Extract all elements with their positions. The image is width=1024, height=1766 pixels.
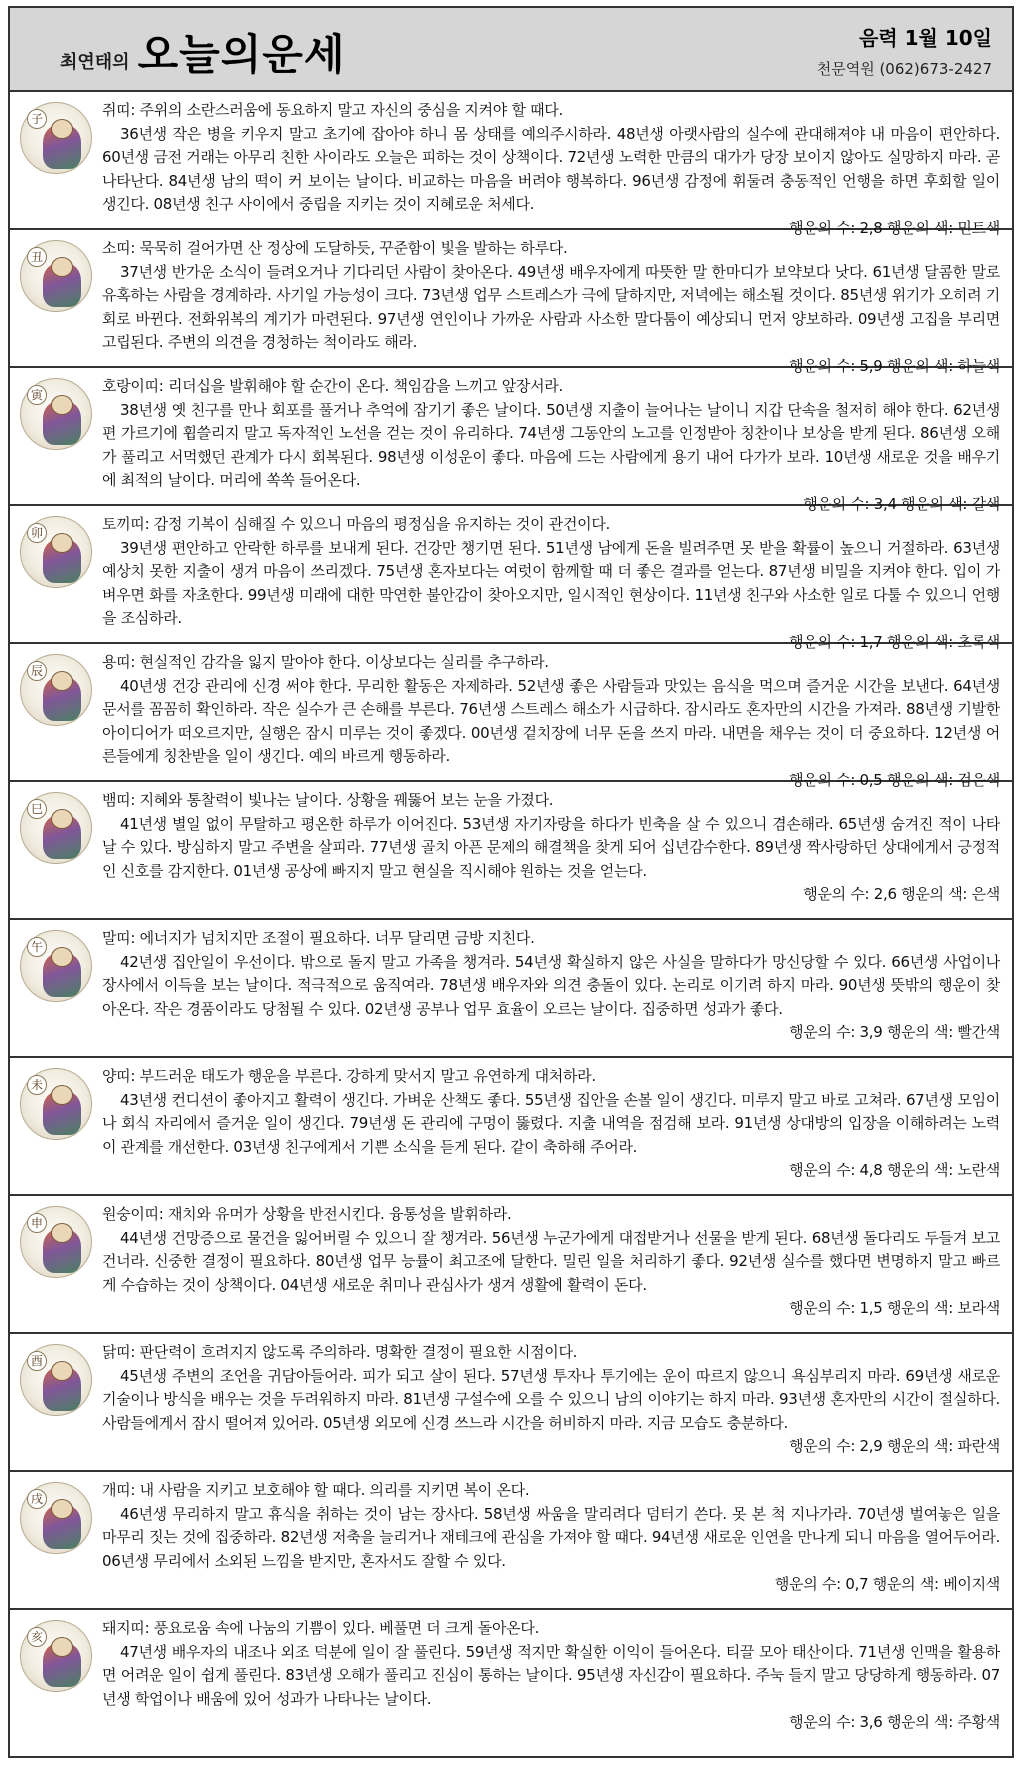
monkey-icon	[20, 1206, 92, 1278]
lucky-info: 행운의 수: 2,8 행운의 색: 민트색	[789, 218, 1000, 237]
lucky-info: 행운의 수: 1,5 행운의 색: 보라색	[789, 1299, 1000, 1317]
ox-icon	[20, 240, 92, 312]
fortune-entry	[10, 782, 1012, 920]
zodiac-face	[51, 119, 73, 139]
zodiac-face	[51, 947, 73, 967]
zodiac-badge: 子	[27, 109, 47, 129]
fortune-body: 39년생 편안하고 안락한 하루를 보내게 된다. 건강만 챙기면 된다. 51년생 남에게 돈을 빌려주면 못 받을 확률이 높으니 거절하라. 63년생 예상치 못한 지출이 생겨 마음이 쓰리겠다. 75년생 혼자보다는 여럿이 함께할 때 더 좋은 결과를 얻는다. 87년생 비밀을 지켜야 한다. 입이 가벼우면 화를 자초한다. 99년생 미래에 대한 막연한 불안감이 찾아오지만, 일시적인 현상이다. 11년생 친구와 사소한 일로 다툴 수 있으니 언행을 조심하라.	[102, 538, 1000, 627]
fortune-entry	[10, 920, 1012, 1058]
fortune-headline: 토끼띠: 감정 기복이 심해질 수 있으니 마음의 평정심을 유지하는 것이 관건이다.	[102, 515, 610, 533]
fortune-headline: 소띠: 묵묵히 걸어가면 산 정상에 도달하듯, 꾸준함이 빛을 발하는 하루다.	[102, 239, 568, 257]
page-title: 오늘의운세	[137, 30, 346, 79]
fortune-entry	[10, 644, 1012, 789]
zodiac-badge: 亥	[27, 1627, 47, 1647]
fortune-text	[102, 1341, 1000, 1459]
lucky-info: 행운의 수: 2,6 행운의 색: 은색	[803, 885, 1000, 903]
fortune-headline: 돼지띠: 풍요로움 속에 나눔의 기쁨이 있다. 베풀면 더 크게 돌아온다.	[102, 1619, 540, 1637]
fortune-text	[102, 1203, 1000, 1321]
fortune-headline: 원숭이띠: 재치와 유머가 상황을 반전시킨다. 융통성을 발휘하라.	[102, 1205, 512, 1223]
lucky-info: 행운의 수: 3,6 행운의 색: 주황색	[789, 1713, 1000, 1731]
zodiac-badge: 申	[27, 1213, 47, 1233]
zodiac-face	[51, 257, 73, 277]
zodiac-badge: 午	[27, 937, 47, 957]
fortune-entry	[10, 1196, 1012, 1334]
fortune-text	[102, 99, 1000, 240]
zodiac-face	[51, 809, 73, 829]
fortune-entry	[10, 1610, 1012, 1748]
dog-icon	[20, 1482, 92, 1554]
zodiac-face	[51, 671, 73, 691]
zodiac-badge: 辰	[27, 661, 47, 681]
fortune-text	[102, 789, 1000, 907]
page-header	[10, 8, 1012, 92]
horse-icon	[20, 930, 92, 1002]
fortune-body: 41년생 별일 없이 무탈하고 평온한 하루가 이어진다. 53년생 자기자랑을 하다가 빈축을 살 수 있으니 겸손해라. 65년생 숨겨진 적이 나타날 수 있다. 방심하지 말고 주변을 살피라. 77년생 골치 아픈 문제의 해결책을 찾게 되어 십년감수한다. 89년생 짝사랑하던 상대에게서 긍정적인 신호를 감지한다. 01년생 공상에 빠지지 말고 현실을 직시해야 원하는 것을 얻는다.	[102, 814, 1000, 880]
zodiac-face	[51, 1361, 73, 1381]
lunar-date: 음력 1월 10일	[859, 26, 992, 50]
fortune-entry	[10, 92, 1012, 237]
fortune-headline: 호랑이띠: 리더십을 발휘해야 할 순간이 온다. 책임감을 느끼고 앞장서라.	[102, 377, 563, 395]
fortune-text	[102, 651, 1000, 792]
zodiac-face	[51, 1223, 73, 1243]
fortune-headline: 닭띠: 판단력이 흐려지지 않도록 주의하라. 명확한 결정이 필요한 시점이다.	[102, 1343, 578, 1361]
fortune-entry	[10, 1334, 1012, 1472]
fortune-body: 47년생 배우자의 내조나 외조 덕분에 일이 잘 풀린다. 59년생 적지만 확실한 이익이 들어온다. 티끌 모아 태산이다. 71년생 인맥을 활용하면 어려운 일이 쉽게 풀린다. 83년생 오해가 풀리고 진심이 통하는 날이다. 95년생 자신감이 필요하다. 주눅 들지 말고 당당하게 행동하라. 07년생 학업이나 배움에 있어 성과가 나타나는 날이다.	[102, 1642, 1000, 1708]
fortune-text	[102, 1617, 1000, 1735]
lucky-info: 행운의 수: 5,9 행운의 색: 하늘색	[789, 356, 1000, 375]
zodiac-face	[51, 1085, 73, 1105]
zodiac-badge: 寅	[27, 385, 47, 405]
lucky-info: 행운의 수: 3,9 행운의 색: 빨간색	[789, 1023, 1000, 1041]
tiger-icon	[20, 378, 92, 450]
fortune-body: 46년생 무리하지 말고 휴식을 취하는 것이 남는 장사다. 58년생 싸움을 말리려다 덤터기 쓴다. 못 본 척 지나가라. 70년생 벌여놓은 일을 마무리 짓는 것에 집중하라. 82년생 저축을 늘리거나 재테크에 관심을 가져야 할 때다. 94년생 새로운 인연을 만나게 되니 마음을 열어두어라. 06년생 무리에서 소외된 느낌을 받지만, 혼자서도 잘할 수 있다.	[102, 1504, 1000, 1570]
sheep-icon	[20, 1068, 92, 1140]
zodiac-badge: 巳	[27, 799, 47, 819]
brand-logo	[60, 22, 345, 82]
fortune-text	[102, 513, 1000, 654]
pig-icon	[20, 1620, 92, 1692]
fortune-entry	[10, 368, 1012, 513]
zodiac-face	[51, 1637, 73, 1657]
fortune-entry	[10, 230, 1012, 375]
fortune-headline: 뱀띠: 지혜와 통찰력이 빛나는 날이다. 상황을 꿰뚫어 보는 눈을 가졌다.	[102, 791, 554, 809]
rooster-icon	[20, 1344, 92, 1416]
fortune-text	[102, 1479, 1000, 1597]
fortune-headline: 용띠: 현실적인 감각을 잃지 말아야 한다. 이상보다는 실리를 추구하라.	[102, 653, 549, 671]
zodiac-badge: 卯	[27, 523, 47, 543]
snake-icon	[20, 792, 92, 864]
rat-icon	[20, 102, 92, 174]
zodiac-badge: 丑	[27, 247, 47, 267]
fortune-body: 45년생 주변의 조언을 귀담아들어라. 피가 되고 살이 된다. 57년생 투자나 투기에는 운이 따르지 않으니 욕심부리지 마라. 69년생 새로운 기술이나 방식을 배우는 것을 두려워하지 마라. 81년생 구설수에 오를 수 있으니 남의 이야기는 하지 마라. 93년생 혼자만의 시간이 절실하다. 사람들에게서 잠시 떨어져 있어라. 05년생 외모에 신경 쓰느라 시간을 허비하지 마라. 지금 모습도 충분하다.	[102, 1366, 1000, 1432]
fortune-entry	[10, 1472, 1012, 1610]
fortune-headline: 쥐띠: 주위의 소란스러움에 동요하지 말고 자신의 중심을 지켜야 할 때다.	[102, 101, 563, 119]
fortune-text	[102, 237, 1000, 378]
fortune-text	[102, 927, 1000, 1045]
contact-info: 천문역원 (062)673-2427	[816, 60, 992, 78]
fortune-headline: 개띠: 내 사람을 지키고 보호해야 할 때다. 의리를 지키면 복이 온다.	[102, 1481, 530, 1499]
lucky-info: 행운의 수: 4,8 행운의 색: 노란색	[789, 1161, 1000, 1179]
lucky-info: 행운의 수: 0,7 행운의 색: 베이지색	[774, 1575, 1000, 1593]
lucky-info: 행운의 수: 2,9 행운의 색: 파란색	[789, 1437, 1000, 1455]
fortune-body: 44년생 건망증으로 물건을 잃어버릴 수 있으니 잘 챙겨라. 56년생 누군가에게 대접받거나 선물을 받게 된다. 68년생 돌다리도 두들겨 보고 건너라. 신중한 결정이 필요하다. 80년생 업무 능률이 최고조에 달한다. 밀린 일을 처리하기 좋다. 92년생 실수를 했다면 변명하지 말고 빠르게 수습하는 것이 상책이다. 04년생 새로운 취미나 관심사가 생겨 생활에 활력이 돈다.	[102, 1228, 1000, 1294]
lucky-info: 행운의 수: 3,4 행운의 색: 갈색	[803, 494, 1000, 513]
fortune-text	[102, 375, 1000, 516]
zodiac-badge: 未	[27, 1075, 47, 1095]
lucky-info: 행운의 수: 0,5 행운의 색: 검은색	[789, 770, 1000, 789]
zodiac-face	[51, 533, 73, 553]
fortune-entry	[10, 506, 1012, 651]
fortune-body: 37년생 반가운 소식이 들려오거나 기다리던 사람이 찾아온다. 49년생 배우자에게 따뜻한 말 한마디가 보약보다 낫다. 61년생 달콤한 말로 유혹하는 사람을 경계하라. 사기일 가능성이 크다. 73년생 업무 스트레스가 극에 달하지만, 저녁에는 해소될 것이다. 85년생 위기가 오히려 기회로 바뀐다. 전화위복의 계기가 마련된다. 97년생 연인이나 가까운 사람과 사소한 말다툼이 예상되니 먼저 양보하라. 09년생 고집을 부리면 고립된다. 주변의 의견을 경청하는 척이라도 해라.	[102, 262, 1000, 351]
fortune-body: 43년생 컨디션이 좋아지고 활력이 생긴다. 가벼운 산책도 좋다. 55년생 집안을 손볼 일이 생긴다. 미루지 말고 바로 고쳐라. 67년생 모임이나 회식 자리에서 즐거운 일이 생긴다. 79년생 돈 관리에 구멍이 뚫렸다. 지출 내역을 점검해 보라. 91년생 상대방의 입장을 이해하려는 노력이 관계를 개선한다. 03년생 친구에게서 기쁜 소식을 듣게 된다. 같이 축하해 주어라.	[102, 1090, 1000, 1156]
rabbit-icon	[20, 516, 92, 588]
fortune-headline: 양띠: 부드러운 태도가 행운을 부른다. 강하게 맞서지 말고 유연하게 대처하라.	[102, 1067, 596, 1085]
lucky-info: 행운의 수: 1,7 행운의 색: 초록색	[789, 632, 1000, 651]
fortune-entry	[10, 1058, 1012, 1196]
fortune-body: 36년생 작은 병을 키우지 말고 초기에 잡아야 하니 몸 상태를 예의주시하라. 48년생 아랫사람의 실수에 관대해져야 내 마음이 편안하다. 60년생 금전 거래는 아무리 친한 사이라도 오늘은 피하는 것이 상책이다. 72년생 노력한 만큼의 대가가 당장 보이지 않아도 실망하지 마라. 곧 나타난다. 84년생 남의 떡이 커 보이는 날이다. 비교하는 마음을 버려야 행복하다. 96년생 감정에 휘둘려 충동적인 언행을 하면 후회할 일이 생긴다. 08년생 친구 사이에서 중립을 지키는 것이 지혜로운 처세다.	[102, 124, 1000, 213]
dragon-icon	[20, 654, 92, 726]
brand-author: 최연태의	[60, 52, 130, 73]
zodiac-badge: 戌	[27, 1489, 47, 1509]
fortune-list	[10, 92, 1012, 1748]
fortune-body: 42년생 집안일이 우선이다. 밖으로 돌지 말고 가족을 챙겨라. 54년생 확실하지 않은 사실을 말하다가 망신당할 수 있다. 66년생 사업이나 장사에서 이득을 보는 날이다. 적극적으로 움직여라. 78년생 배우자와 의견 충돌이 있다. 논리로 이기려 하지 마라. 90년생 뜻밖의 행운이 찾아온다. 작은 경품이라도 당첨될 수 있다. 02년생 공부나 업무 효율이 오르는 날이다. 집중하면 성과가 좋다.	[102, 952, 1000, 1018]
zodiac-face	[51, 1499, 73, 1519]
zodiac-face	[51, 395, 73, 415]
fortune-body: 38년생 옛 친구를 만나 회포를 풀거나 추억에 잠기기 좋은 날이다. 50년생 지출이 늘어나는 날이니 지갑 단속을 철저히 해야 한다. 62년생 편 가르기에 휩쓸리지 말고 독자적인 노선을 걷는 것이 유리하다. 74년생 그동안의 노고를 인정받아 칭찬이나 보상을 받게 된다. 86년생 오해가 풀리고 서먹했던 관계가 다시 회복된다. 98년생 이성운이 좋다. 마음에 드는 사람에게 용기 내어 다가가 보라. 10년생 새로운 것을 배우기에 최적의 날이다. 머리에 쏙쏙 들어온다.	[102, 400, 1000, 489]
fortune-body: 40년생 건강 관리에 신경 써야 한다. 무리한 활동은 자제하라. 52년생 좋은 사람들과 맛있는 음식을 먹으며 즐거운 시간을 보낸다. 64년생 문서를 꼼꼼히 확인하라. 작은 실수가 큰 손해를 부른다. 76년생 스트레스 해소가 시급하다. 잠시라도 혼자만의 시간을 가져라. 88년생 기발한 아이디어가 떠오르지만, 실행은 잠시 미루는 것이 좋겠다. 00년생 겉치장에 너무 돈을 쓰지 마라. 내면을 채우는 것이 더 중요하다. 12년생 어른들에게 칭찬받을 일이 생긴다. 예의 바르게 행동하라.	[102, 676, 1000, 765]
fortune-headline: 말띠: 에너지가 넘치지만 조절이 필요하다. 너무 달리면 금방 지친다.	[102, 929, 535, 947]
fortune-text	[102, 1065, 1000, 1183]
zodiac-badge: 酉	[27, 1351, 47, 1371]
fortune-page	[8, 6, 1014, 1758]
